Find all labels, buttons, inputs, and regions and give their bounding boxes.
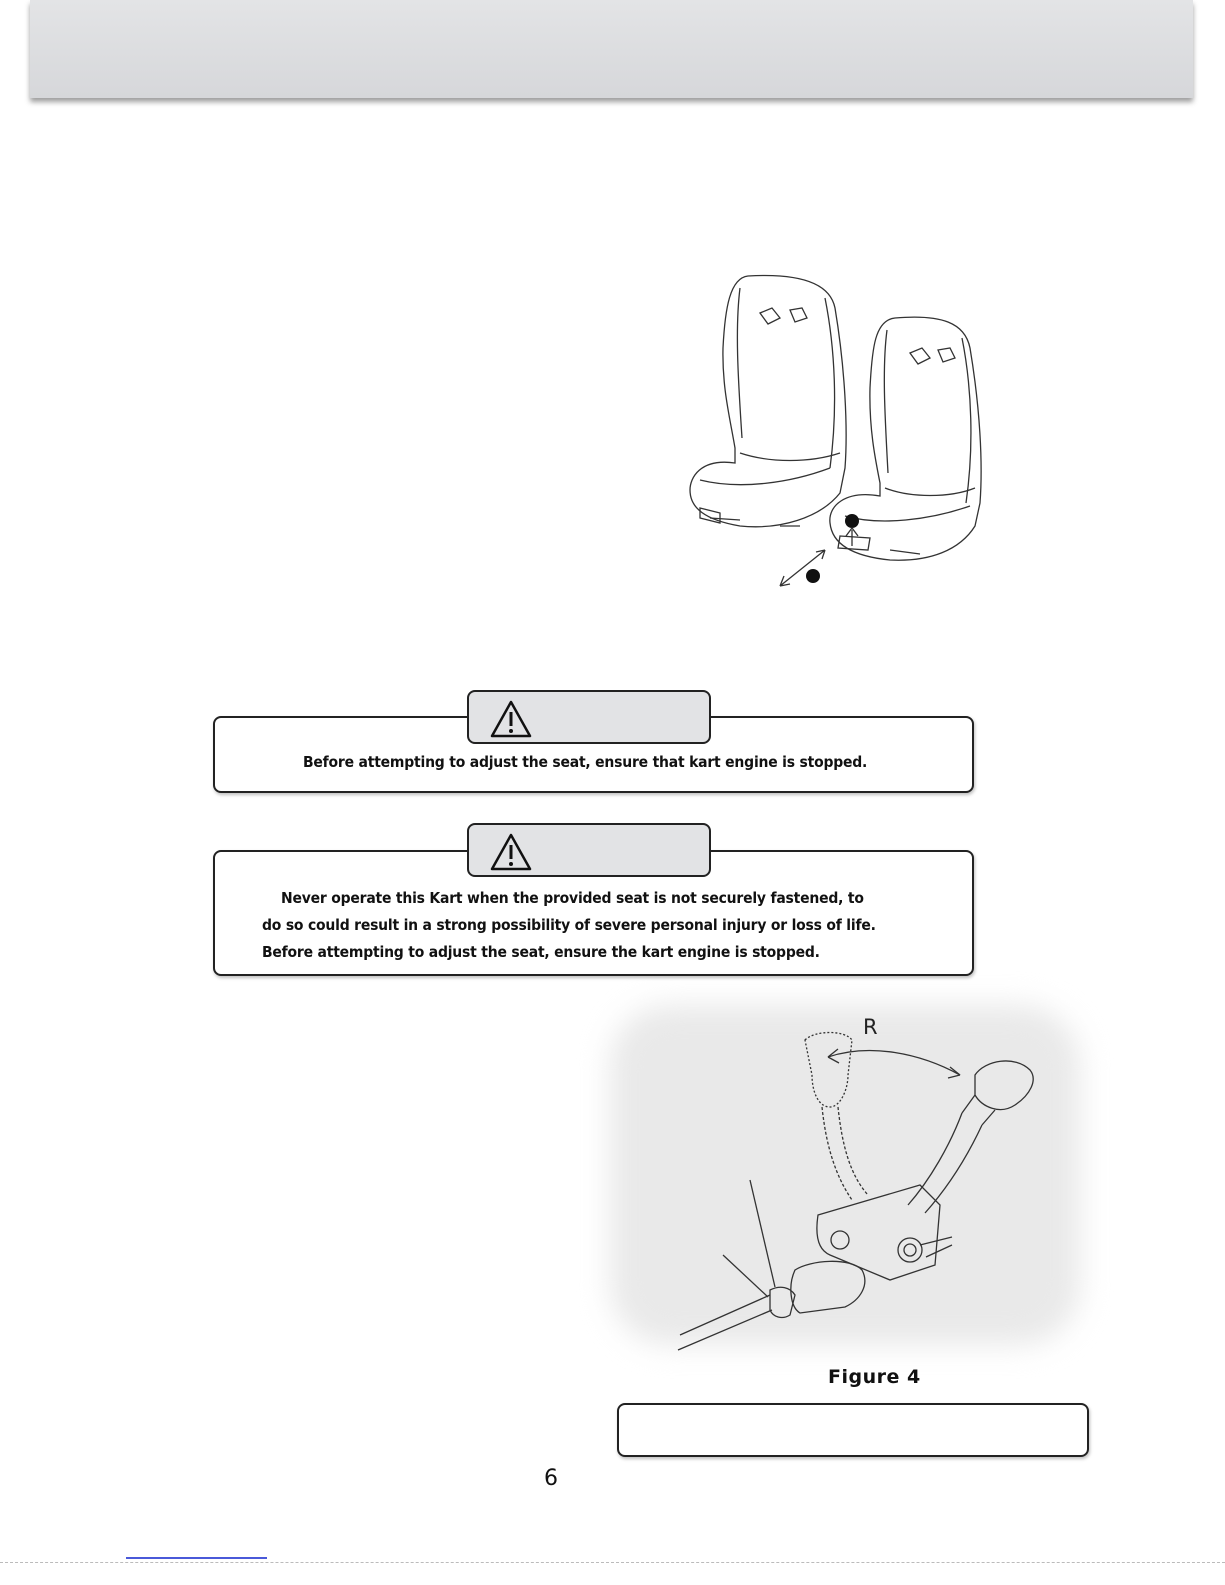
direction-label: R [863,1015,878,1039]
seat-adjustment-illustration [680,268,1000,598]
header-band [30,0,1193,98]
figure-caption: Figure 4 [828,1366,921,1388]
empty-note-box [617,1403,1089,1457]
footer-divider [0,1562,1225,1563]
footer-link-underline [126,1557,267,1559]
warning-triangle-icon [489,699,533,739]
warning-text-line: Before attempting to adjust the seat, ensure the kart engine is stopped. [262,943,820,961]
warning-label-tab [467,823,711,877]
warning-triangle-icon [489,832,533,872]
warning-label-tab [467,690,711,744]
warning-text-line: Before attempting to adjust the seat, ensure that kart engine is stopped. [303,753,868,771]
warning-text-line: Never operate this Kart when the provided seat is not securely fastened, to [281,889,864,907]
gear-lever-illustration [590,995,1090,1365]
page-number: 6 [544,1466,558,1491]
warning-text-line: do so could result in a strong possibility of severe personal injury or loss of life. [262,916,876,934]
